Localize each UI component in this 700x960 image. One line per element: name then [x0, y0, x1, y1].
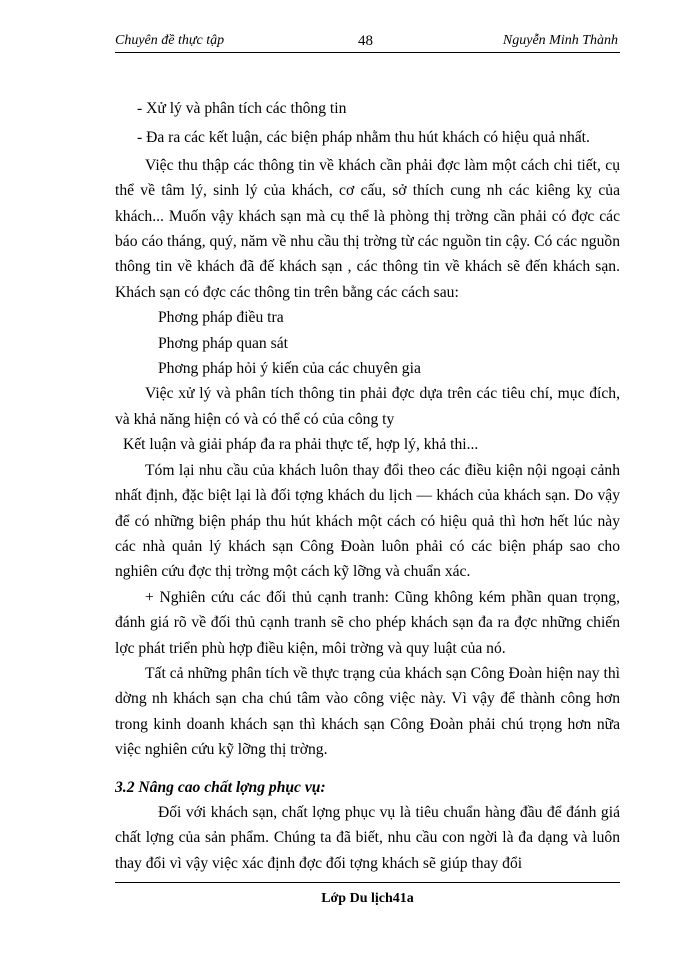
header-document-title: Chuyên đề thực tập: [115, 33, 225, 48]
section-heading: 3.2 Nâng cao chất lợng phục vụ:: [115, 778, 326, 796]
paragraph: Việc thu thập các thông tin về khách cần phải đợc làm một cách chi tiết, cụ thể về tâm lý, sinh lý của khách, cơ cấu, sở thích cung nh các kiêng kỵ của khách... Muốn vậy khách sạn mà cụ thể là phòng thị trờng cần phải có đợc các báo cáo tháng, quý, năm về nhu cầu thị trờng từ các nguồn tin cậy. Có các nguồn thông tin về khách đã đế khách sạn , các thông tin về khách sẽ đến khách sạn. Khách sạn có đợc các thông tin trên bằng các cách sau:: [115, 156, 620, 301]
paragraph: Việc xử lý và phân tích thông tin phải đợc dựa trên các tiêu chí, mục đích, và khả năng hiện có và có thể có của công ty: [115, 385, 620, 428]
page-body: [115, 96, 620, 876]
method-item: Phơng pháp quan sát: [158, 334, 288, 352]
page-number: 48: [358, 33, 373, 49]
paragraph: Đối với khách sạn, chất lợng phục vụ là tiêu chuẩn hàng đầu để đánh giá chất lợng của sản phẩm. Chúng ta đã biết, nhu cầu con ngời là đa dạng và luôn thay đổi vì vậy việc xác định đợc đối tợng khách sẽ giúp thay đổi: [115, 803, 620, 872]
paragraph: Tất cả những phân tích về thực trạng của khách sạn Công Đoàn hiện nay thì dờng nh khách sạn cha chú tâm vào công việc này. Vì vậy để thành công hơn trong kinh doanh khách sạn thì khách sạn Công Đoàn phải chú trọng hơn nữa việc nghiên cứu kỹ lỡng thị trờng.: [115, 664, 620, 759]
method-item: Phơng pháp điều tra: [158, 309, 284, 327]
header-author: Nguyễn Minh Thành: [502, 33, 618, 48]
bullet-item: - Đa ra các kết luận, các biện pháp nhằm thu hút khách có hiệu quả nhất.: [137, 129, 590, 147]
page-header: [115, 30, 620, 53]
bullet-item: - Xử lý và phân tích các thông tin: [137, 100, 347, 117]
paragraph: + Nghiên cứu các đối thủ cạnh tranh: Cũng không kém phần quan trọng, đánh giá rõ về đối thủ cạnh tranh sẽ cho phép khách sạn đa ra đợc những chiến lợc phát triển phù hợp điều kiện, môi trờng và quy luật của nó.: [115, 588, 620, 657]
page-footer: Lớp Du lịch41a: [115, 882, 620, 907]
method-item: Phơng pháp hỏi ý kiến của các chuyên gia: [158, 360, 421, 378]
paragraph: Kết luận và giải pháp đa ra phải thực tế, hợp lý, khả thi...: [123, 436, 479, 454]
paragraph: Tóm lại nhu cầu của khách luôn thay đổi theo các điều kiện nội ngoại cảnh nhất định, đặc biệt lại là đối tợng khách du lịch — khách của khách sạn. Do vậy để có những biện pháp thu hút khách một cách có hiệu quả thì hơn hết lúc này các nhà quản lý khách sạn Công Đoàn luôn phải có các biện pháp sao cho nghiên cứu đợc thị trờng một cách kỹ lỡng và chuẩn xác.: [115, 461, 620, 581]
